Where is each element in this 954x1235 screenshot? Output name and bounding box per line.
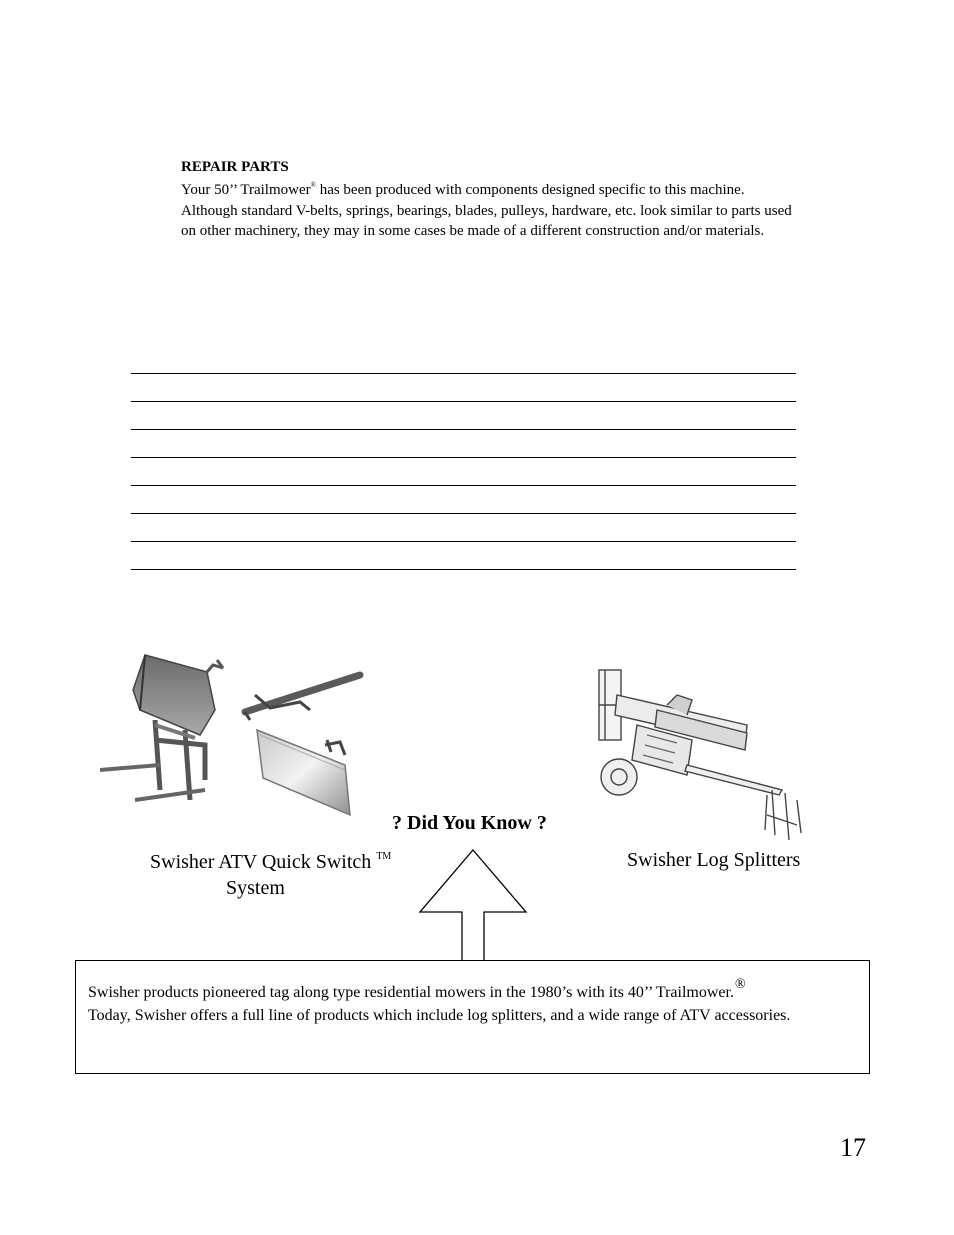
did-you-know-fact-box xyxy=(75,960,870,1074)
registered-mark: ® xyxy=(310,181,316,189)
fact-text xyxy=(88,977,868,1027)
note-line xyxy=(131,569,796,570)
atv-caption-line2: System xyxy=(226,877,285,899)
note-line xyxy=(131,429,796,430)
note-line xyxy=(131,485,796,486)
atv-caption xyxy=(150,849,420,901)
atv-caption-line1: Swisher ATV Quick Switch xyxy=(150,851,377,873)
repair-body-part1: Your 50’’ Trailmower xyxy=(181,182,311,198)
note-line xyxy=(131,373,796,374)
atv-accessories-illustration xyxy=(95,650,370,820)
note-line xyxy=(131,457,796,458)
note-line xyxy=(131,513,796,514)
trademark-mark: TM xyxy=(376,851,392,862)
fact-text-part2: Today, Swisher offers a full line of products which include log splitters, and a wide range of ATV accessories. xyxy=(88,1007,791,1024)
fact-text-part1: Swisher products pioneered tag along type residential mowers in the 1980’s with its 40’’ Trailmower. xyxy=(88,984,734,1001)
repair-parts-body xyxy=(181,180,801,242)
page-number: 17 xyxy=(840,1133,866,1162)
note-line xyxy=(131,401,796,402)
registered-mark: ® xyxy=(734,977,746,992)
log-splitter-caption: Swisher Log Splitters xyxy=(627,849,801,871)
up-arrow-icon xyxy=(419,849,527,963)
did-you-know-title: ? Did You Know ? xyxy=(392,812,547,834)
log-splitter-illustration xyxy=(597,665,817,845)
repair-body-part2: has been produced with components designed specific to this machine. Although standard V-belts, springs, bearings, blades, pulleys, hardware, etc. look similar to parts used on other machinery, they may in some cases be made of a different construction and/or materials. xyxy=(181,182,792,239)
repair-parts-heading: REPAIR PARTS xyxy=(181,159,289,175)
note-line xyxy=(131,541,796,542)
